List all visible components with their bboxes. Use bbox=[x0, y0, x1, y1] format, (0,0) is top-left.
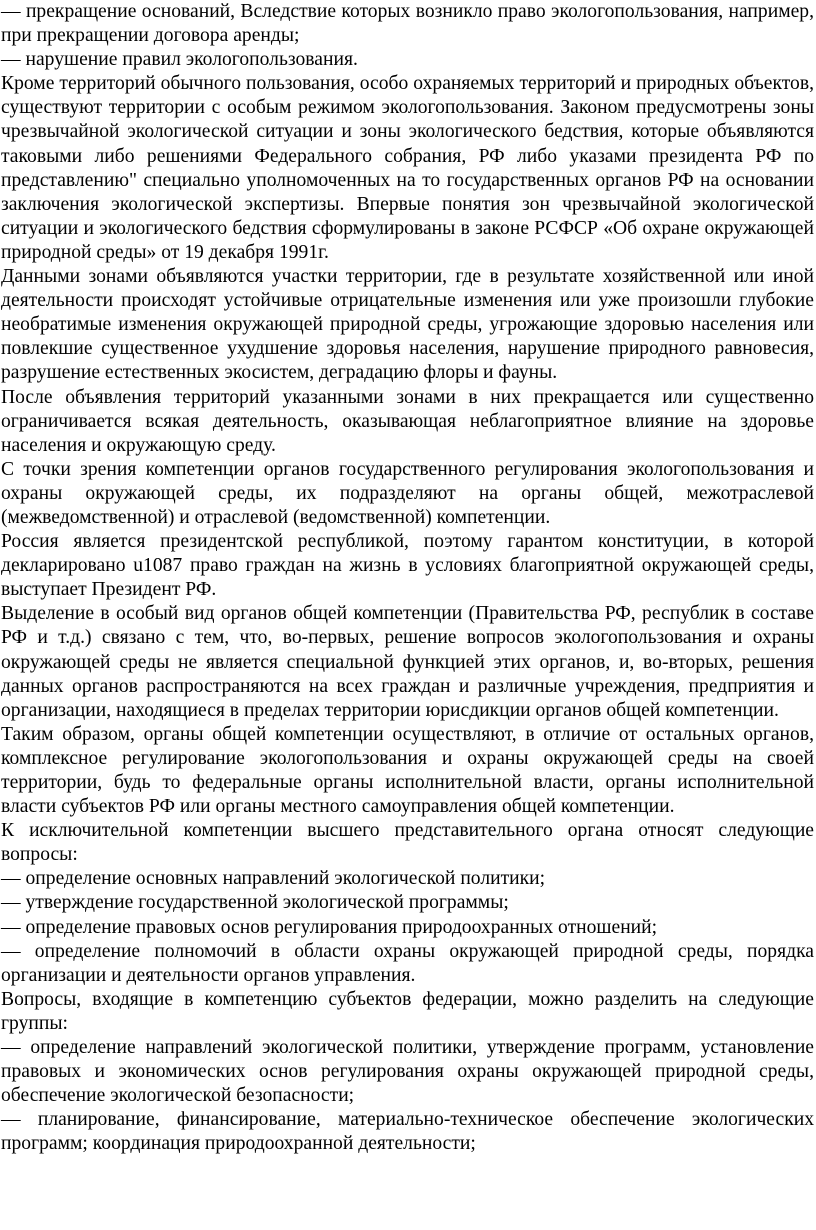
list-item-authority-definition: — определение полномочий в области охраны окружающей природной среды, порядка организации и деятельности органов управления. bbox=[1, 940, 814, 986]
paragraph-rules-violation: — нарушение правил экологопользования. bbox=[1, 49, 358, 71]
list-item-state-program: — утверждение государственной экологической программы; bbox=[1, 892, 509, 914]
list-item-policy-and-programs: — определение направлений экологической политики, утверждение программ, установление правовых и экономических основ регулирования охраны окружающей природной среды, обеспечение экологической безопасности; bbox=[1, 1037, 814, 1107]
paragraph-comprehensive-regulation: Таким образом, органы общей компетенции осуществляют, в отличие от остальных органов, комплексное регулирование экологопользования и охраны окружающей среды на своей территории, будь то федеральные органы исполнительной власти, органы исполнительной власти субъектов РФ или органы местного самоуправления общей компетенции. bbox=[1, 723, 814, 818]
paragraph-general-competence-bodies: Выделение в особый вид органов общей компетенции (Правительства РФ, республик в составе РФ и т.д.) связано с тем, что, во-первых, решение вопросов экологопользования и охраны окружающей среды не является специальной функцией этих органов, и, во-вторых, решения данных органов распространяются на всех граждан и различные учреждения, предприятия и организации, находящиеся в пределах территории юрисдикции органов общей компетенции. bbox=[1, 603, 814, 721]
paragraph-termination-grounds: — прекращение оснований, Вследствие которых возникло право экологопользования, например, при прекращении договора аренды; bbox=[1, 1, 814, 47]
paragraph-president-guarantor: Россия является президентской республикой, поэтому гарантом конституции, в которой декларировано u1087 право граждан на жизнь в условиях благоприятной окружающей среды, выступает Президент РФ. bbox=[1, 531, 814, 601]
list-item-policy-directions: — определение основных направлений экологической политики; bbox=[1, 868, 546, 890]
list-item-legal-foundations: — определение правовых основ регулирования природоохранных отношений; bbox=[1, 916, 658, 938]
paragraph-exclusive-competence-intro: К исключительной компетенции высшего представительного органа относят следующие вопросы: bbox=[1, 820, 814, 866]
paragraph-federation-subjects-intro: Вопросы, входящие в компетенцию субъектов федерации, можно разделить на следующие группы: bbox=[1, 988, 814, 1034]
paragraph-special-regime-territories: Кроме территорий обычного пользования, особо охраняемых территорий и природных объектов, существуют территории с особым режимом экологопользования. Законом предусмотрены зоны чрезвычайной экологической ситуации и зоны экологического бедствия, которые объявляются таковыми либо решениями Федерального собрания, РФ либо указами президента РФ по представлению" специально уполномоченных на то государственных органов РФ на основании заключения экологической экспертизы. Впервые понятия зон чрезвычайной экологической ситуации и экологического бедствия сформулированы в законе РСФСР «Об охране окружающей природной среды» от 19 декабря 1991г. bbox=[1, 73, 814, 263]
paragraph-competence-types: С точки зрения компетенции органов государственного регулирования экологопользования и охраны окружающей среды, их подразделяют на органы общей, межотраслевой (межведомственной) и отраслевой (ведомственной) компетенции. bbox=[1, 458, 814, 528]
paragraph-zones-definition: Данными зонами объявляются участки территории, где в результате хозяйственной или иной деятельности происходят устойчивые отрицательные изменения или уже произошли глубокие необратимые изменения окружающей природной среды, угрожающие здоровью населения или повлекшие существенное ухудшение здоровья населения, нарушение природного равновесия, разрушение естественных экосистем, деградацию флоры и фауны. bbox=[1, 266, 814, 384]
paragraph-after-declaration: После объявления территорий указанными зонами в них прекращается или существенно ограничивается всякая деятельность, оказывающая неблагоприятное влияние на здоровье населения и окружающую среду. bbox=[1, 386, 814, 456]
list-item-planning-financing: — планирование, финансирование, материально-техническое обеспечение экологических программ; координация природоохранной деятельности; bbox=[1, 1109, 814, 1155]
